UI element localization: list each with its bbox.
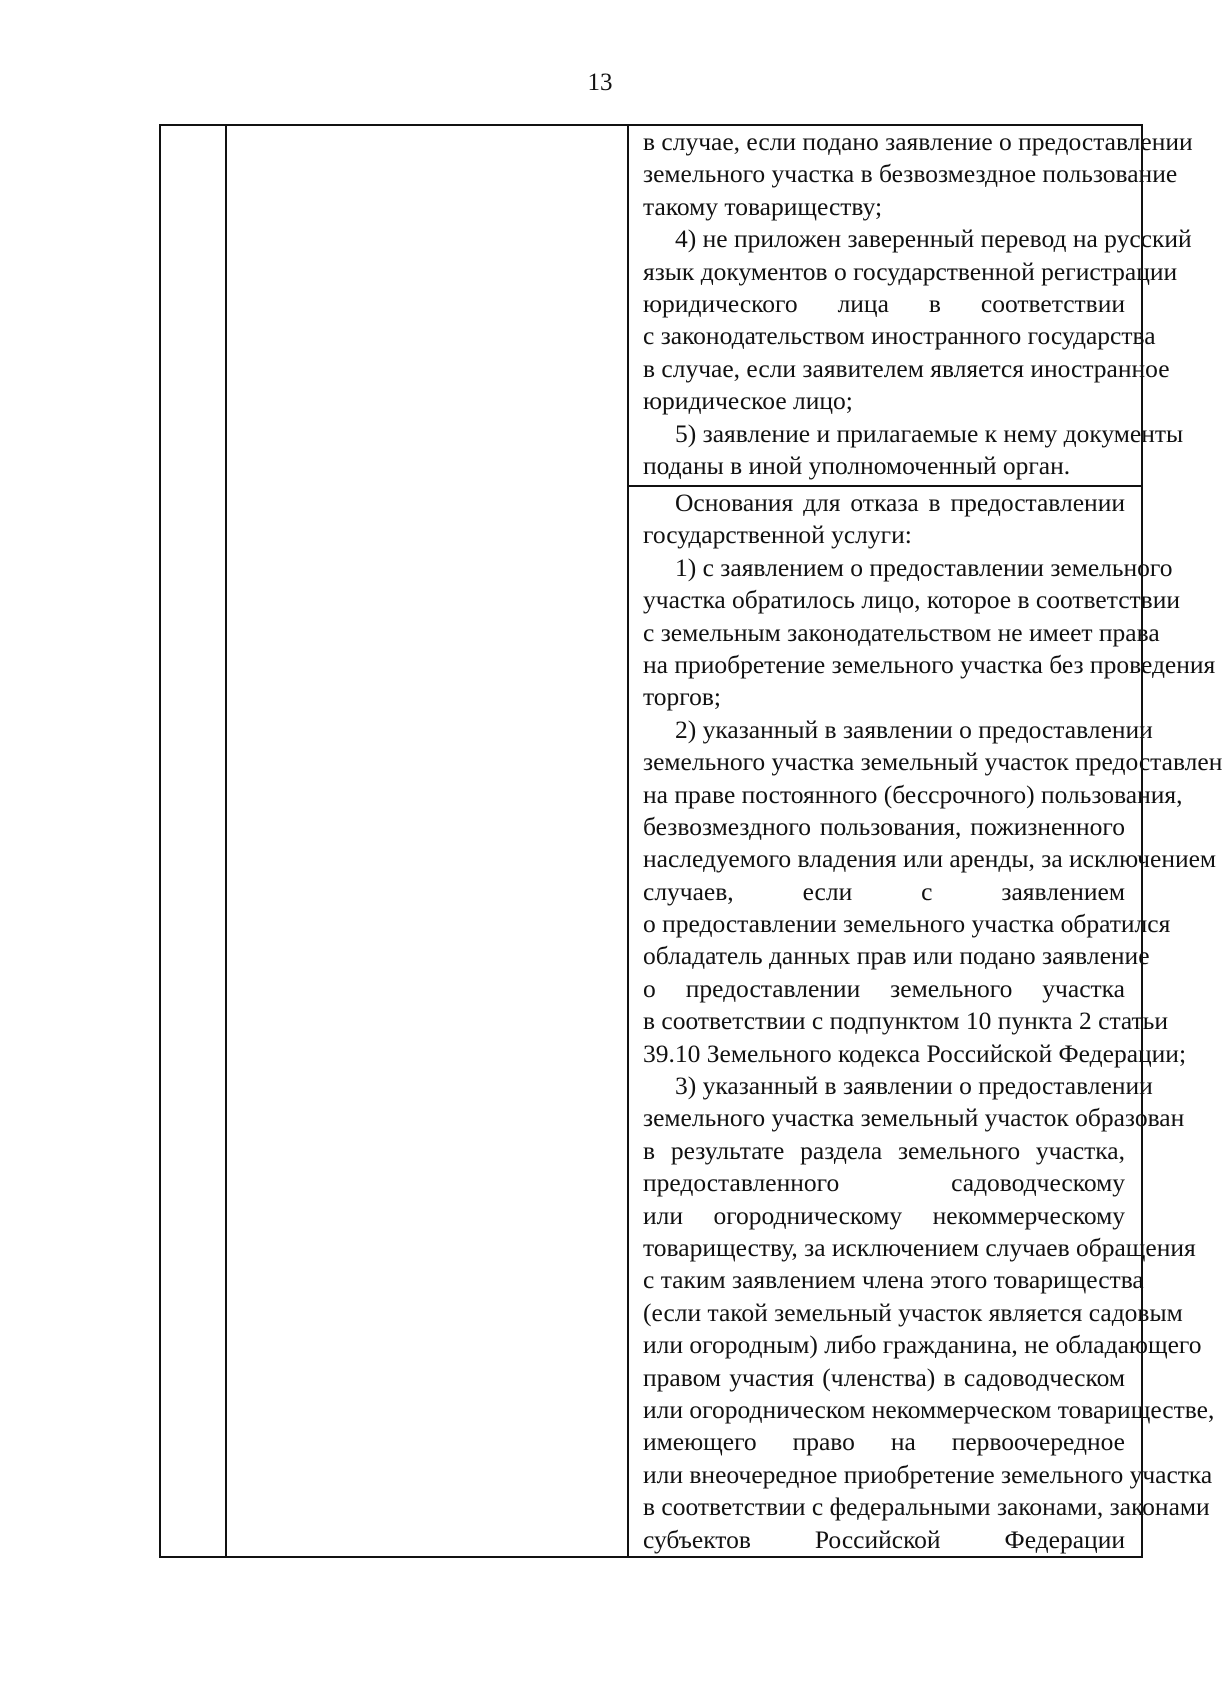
text-line: 5) заявление и прилагаемые к нему документы [675, 418, 1184, 448]
text-line: поданы в иной уполномоченный орган. [643, 450, 1071, 480]
text-line: с земельным законодательством не имеет права [643, 617, 1160, 647]
text-line: на приобретение земельного участка без проведения [643, 649, 1216, 679]
text-line: (если такой земельный участок является садовым [643, 1297, 1183, 1327]
text-line: в случае, если подано заявление о предоставлении [643, 127, 1193, 156]
text-line: земельного участка земельный участок образован [643, 1103, 1185, 1133]
text-line: на праве постоянного (бессрочного) пользования, [643, 779, 1183, 809]
table-cell-refusal-reasons-continued [629, 126, 1193, 487]
text-line: язык документов о государственной регистрации [643, 256, 1178, 286]
text-line: в соответствии с федеральными законами, законами [643, 1492, 1210, 1522]
text-line: наследуемого владения или аренды, за исключением [643, 844, 1217, 874]
text-line: участка обратилось лицо, которое в соответствии [643, 585, 1180, 615]
text-line: торгов; [643, 682, 722, 712]
table-column-content [629, 126, 1222, 1556]
page-number: 13 [587, 69, 613, 96]
text-line: или огородническому некоммерческому [643, 1200, 1125, 1230]
text-line: имеющего право на первоочередное [643, 1427, 1125, 1457]
text-line: с законодательством иностранного государства [643, 321, 1156, 351]
text-line: товариществу, за исключением случаев обращения [643, 1232, 1196, 1262]
text-line: или огородническом некоммерческом товариществе, [643, 1394, 1215, 1424]
text-line: или внеочередное приобретение земельного участка [643, 1459, 1213, 1489]
text-line: государственной услуги: [643, 520, 912, 550]
text-line: юридического лица в соответствии [643, 288, 1125, 318]
text-line: с таким заявлением члена этого товарищества [643, 1265, 1144, 1295]
table-cell-denial-grounds [629, 487, 1222, 1556]
text-line: или огородным) либо гражданина, не обладающего [643, 1330, 1202, 1360]
text-line: о предоставлении земельного участка обратился [643, 909, 1171, 939]
text-line: безвозмездного пользования, пожизненного [643, 811, 1125, 841]
text-line: в результате раздела земельного участка, [643, 1135, 1125, 1165]
text-line: в соответствии с подпунктом 10 пункта 2 статьи [643, 1006, 1168, 1036]
text-line: обладатель данных прав или подано заявление [643, 941, 1150, 971]
text-line: субъектов Российской Федерации [643, 1524, 1125, 1554]
text-line: 39.10 Земельного кодекса Российской Федерации; [643, 1038, 1187, 1068]
text-line: земельного участка земельный участок предоставлен [643, 747, 1222, 777]
text-line: земельного участка в безвозмездное пользование [643, 159, 1178, 189]
text-line: юридическое лицо; [643, 386, 853, 416]
text-line: правом участия (членства) в садоводческом [643, 1362, 1125, 1392]
text-line: в случае, если заявителем является иностранное [643, 353, 1170, 383]
text-line: такому товариществу; [643, 191, 883, 221]
table-column-name [227, 126, 629, 1556]
text-line: 4) не приложен заверенный перевод на русский [675, 224, 1192, 254]
text-line: о предоставлении земельного участка [643, 973, 1125, 1003]
table-column-number [161, 126, 227, 1556]
text-line: Основания для отказа в предоставлении [675, 488, 1125, 517]
document-table [159, 124, 1222, 1558]
text-line: 3) указанный в заявлении о предоставлении [675, 1071, 1153, 1101]
text-line: предоставленного садоводческому [643, 1168, 1125, 1198]
text-line: случаев, если с заявлением [643, 876, 1125, 906]
text-line: 1) с заявлением о предоставлении земельного [675, 552, 1173, 582]
text-line: 2) указанный в заявлении о предоставлении [675, 714, 1153, 744]
